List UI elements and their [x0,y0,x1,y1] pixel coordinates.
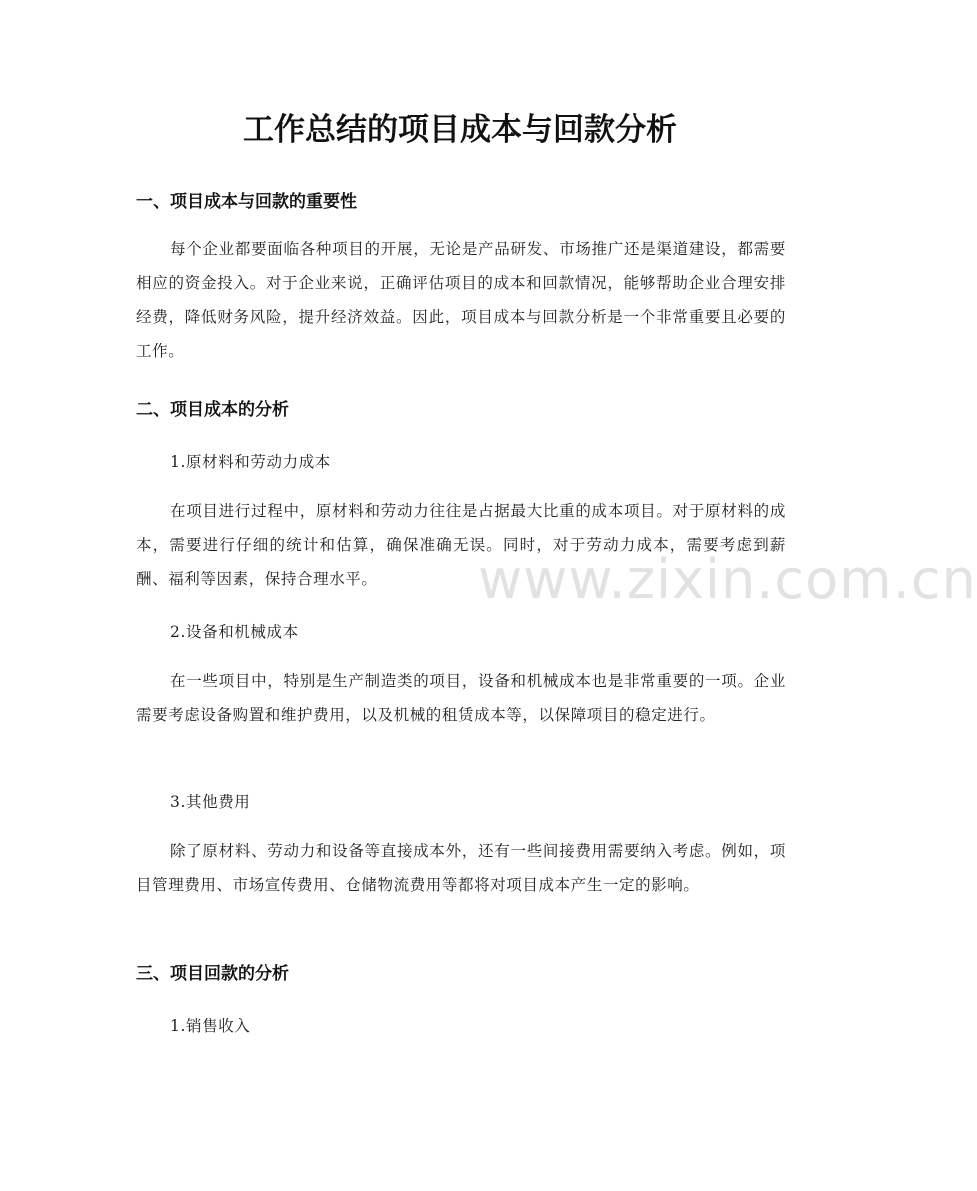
section-heading-cost-analysis: 二、项目成本的分析 [136,400,289,420]
document-title: 工作总结的项目成本与回款分析 [243,112,677,148]
watermark-text: www.zixin.com.cn [478,548,977,611]
paragraph-other-fees: 除了原材料、劳动力和设备等直接成本外，还有一些间接费用需要纳入考虑。例如，项目管理费用、市场宣传费用、仓储物流费用等都将对项目成本产生一定的影响。 [136,842,786,894]
section-heading-importance: 一、项目成本与回款的重要性 [136,192,357,212]
subheading-sales-revenue: 1.销售收入 [170,1017,251,1035]
subheading-materials-labor: 1.原材料和劳动力成本 [170,453,331,471]
section-heading-receivables: 三、项目回款的分析 [136,964,289,984]
paragraph-equipment: 在一些项目中，特别是生产制造类的项目，设备和机械成本也是非常重要的一项。企业需要考虑设备购置和维护费用，以及机械的租赁成本等，以保障项目的稳定进行。 [136,672,786,724]
subheading-equipment: 2.设备和机械成本 [170,623,299,641]
paragraph-importance: 每个企业都要面临各种项目的开展，无论是产品研发、市场推广还是渠道建设，都需要相应的资金投入。对于企业来说，正确评估项目的成本和回款情况，能够帮助企业合理安排经费，降低财务风险，提升经济效益。因此，项目成本与回款分析是一个非常重要且必要的工作。 [136,240,786,360]
subheading-other-fees: 3.其他费用 [170,793,251,811]
paragraph-materials-labor: 在项目进行过程中，原材料和劳动力往往是占据最大比重的成本项目。对于原材料的成本，需要进行仔细的统计和估算，确保准确无误。同时，对于劳动力成本，需要考虑到薪酬、福利等因素，保持合理水平。 [136,502,786,588]
